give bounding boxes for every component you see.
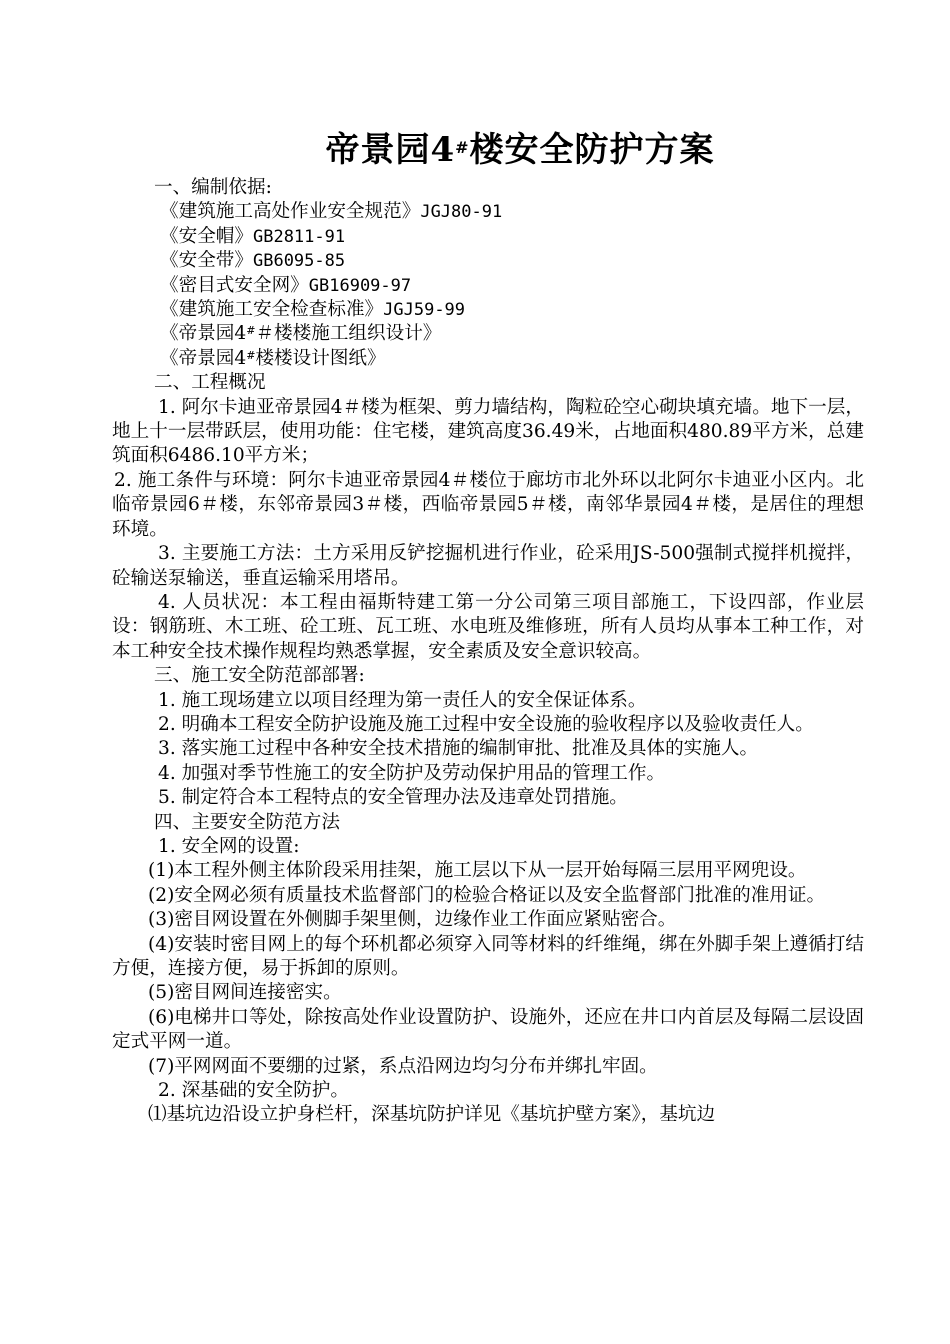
paragraph: 4. 加强对季节性施工的安全防护及劳动保护用品的管理工作。: [158, 762, 666, 784]
list-item: (6)电梯井口等处，除按高处作业设置防护、设施外，还应在井口内首层及每隔二层设固定式平网一道。: [112, 1006, 864, 1053]
subheading: 2. 深基础的安全防护。: [158, 1080, 349, 1102]
reference-item: 《帝景园4#楼楼设计图纸》: [160, 347, 386, 369]
paragraph: 4. 人员状况：本工程由福斯特建工第一分公司第三项目部施工，下设四部，作业层设：钢筋班、木工班、砼工班、瓦工班、水电班及维修班，所有人员均从事本工种工作，对本工种安全技术操作规程均熟悉掌握，安全素质及安全意识较高。: [112, 591, 864, 662]
document-body: [112, 176, 864, 1128]
list-item: (2)安全网必须有质量技术监督部门的检验合格证以及安全监督部门批准的准用证。: [148, 884, 826, 906]
paragraph: 1. 阿尔卡迪亚帝景园4＃楼为框架、剪力墙结构，陶粒砼空心砌块填充墙。地下一层，地上十一层带跃层，使用功能：住宅楼，建筑高度36.49米，占地面积480.89平方米，总建筑面积6486.10平方米；: [112, 396, 864, 467]
reference-item: 《安全带》GB6095-85: [160, 250, 346, 272]
paragraph: 2. 明确本工程安全防护设施及施工过程中安全设施的验收程序以及验收责任人。: [158, 713, 814, 735]
reference-item: 《安全帽》GB2811-91: [160, 225, 346, 247]
reference-item: 《密目式安全网》GB16909-97: [160, 274, 412, 296]
list-item: (7)平网网面不要绷的过紧，系点沿网边均匀分布并绑扎牢固。: [148, 1055, 658, 1077]
paragraph: 5. 制定符合本工程特点的安全管理办法及违章处罚措施。: [158, 787, 628, 809]
list-item: (1)本工程外侧主体阶段采用挂架，施工层以下从一层开始每隔三层用平网兜设。: [148, 860, 807, 882]
paragraph: 3. 落实施工过程中各种安全技术措施的编制审批、批准及具体的实施人。: [158, 738, 759, 760]
paragraph: 2. 施工条件与环境：阿尔卡迪亚帝景园4＃楼位于廊坊市北外环以北阿尔卡迪亚小区内。北临帝景园6＃楼，东邻帝景园3＃楼，西临帝景园5＃楼，南邻华景园4＃楼，是居住的理想环境。: [112, 469, 864, 540]
subheading: 1. 安全网的设置:: [158, 835, 300, 857]
list-item: (4)安装时密目网上的每个环机都必须穿入同等材料的纤维绳，绑在外脚手架上遵循打结方便，连接方便，易于拆卸的原则。: [112, 933, 864, 979]
list-item: ⑴基坑边沿设立护身栏杆，深基坑防护详见《基坑护壁方案》，基坑边: [148, 1104, 716, 1126]
section-heading-deployment: 三、施工安全防范部部署:: [154, 665, 365, 687]
page-title: 帝景园4#楼安全防护方案: [325, 130, 715, 170]
list-item: (3)密目网设置在外侧脚手架里侧，边缘作业工作面应紧贴密合。: [148, 909, 677, 931]
reference-item: 《建筑施工高处作业安全规范》JGJ80-91: [160, 201, 503, 223]
section-heading-methods: 四、主要安全防范方法: [154, 811, 340, 833]
section-heading-overview: 二、工程概况: [154, 372, 266, 394]
paragraph: 3. 主要施工方法：土方采用反铲挖掘机进行作业，砼采用JS-500强制式搅拌机搅拌，砼输送泵输送，垂直运输采用塔吊。: [112, 543, 864, 589]
reference-item: 《帝景园4#＃楼楼施工组织设计》: [160, 323, 442, 345]
reference-item: 《建筑施工安全检查标准》JGJ59-99: [160, 299, 466, 321]
list-item: (5)密目网间连接密实。: [148, 982, 342, 1004]
paragraph: 1. 施工现场建立以项目经理为第一责任人的安全保证体系。: [158, 689, 647, 711]
section-heading-basis: 一、编制依据:: [154, 177, 272, 198]
